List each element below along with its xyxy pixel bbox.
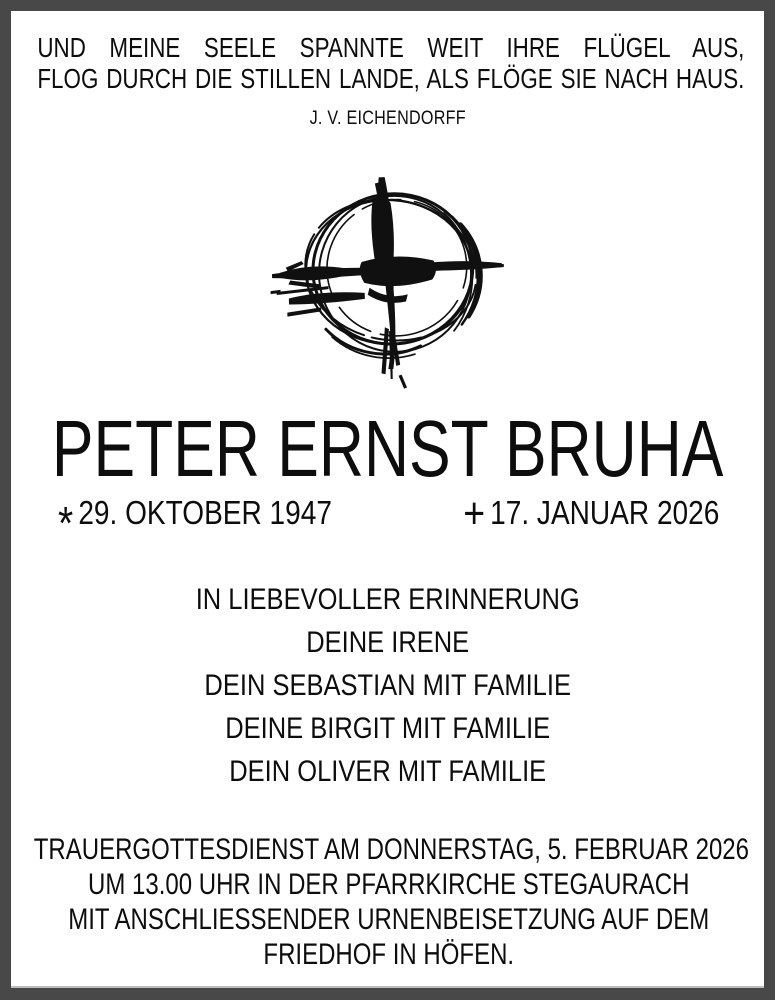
quote-line-2: FLOG DURCH DIE STILLEN LANDE, ALS FLÖGE SIE NACH HAUS. — [37, 63, 744, 94]
notice-sheet — [11, 11, 764, 988]
mourner-line: DEIN SEBASTIAN MIT FAMILIE — [204, 669, 571, 702]
service-line-1: TRAUERGOTTESDIENST AM DONNERSTAG, 5. FEBRUAR 2026 — [34, 833, 750, 866]
deceased-name: PETER ERNST BRUHA — [51, 404, 724, 493]
remembrance-heading: IN LIEBEVOLLER ERINNERUNG — [195, 583, 580, 616]
cross-sketch-icon — [266, 169, 510, 391]
quote-attribution-block — [11, 108, 764, 130]
deceased-name-block — [11, 404, 764, 493]
remembrance-block — [34, 578, 741, 793]
mourner-line: DEIN OLIVER MIT FAMILIE — [229, 755, 546, 788]
service-line-2: UM 13.00 UHR IN DER PFARRKIRCHE STEGAURACH — [88, 868, 690, 901]
service-block — [34, 832, 750, 972]
birth-entry: * 29. OKTOBER 1947 — [58, 494, 332, 549]
quote-line-1: UND MEINE SEELE SPANNTE WEIT IHRE FLÜGEL AUS, — [37, 32, 744, 63]
birth-date: 29. OKTOBER 1947 — [78, 494, 332, 531]
birth-death-row — [58, 489, 719, 549]
sheet-bottom-shadow — [11, 986, 764, 988]
mourner-line: DEINE IRENE — [306, 626, 469, 659]
quote-block — [37, 32, 744, 94]
service-line-3: MIT ANSCHLIESSENDER URNENBEISETZUNG AUF DEM — [68, 903, 710, 936]
quote-attribution: J. V. EICHENDORFF — [309, 108, 466, 129]
death-entry: + 17. JANUAR 2026 — [462, 489, 719, 538]
service-line-4: FRIEDHOF IN HÖFEN. — [263, 938, 515, 971]
mourner-line: DEINE BIRGIT MIT FAMILIE — [225, 712, 550, 745]
death-date: 17. JANUAR 2026 — [489, 494, 719, 531]
